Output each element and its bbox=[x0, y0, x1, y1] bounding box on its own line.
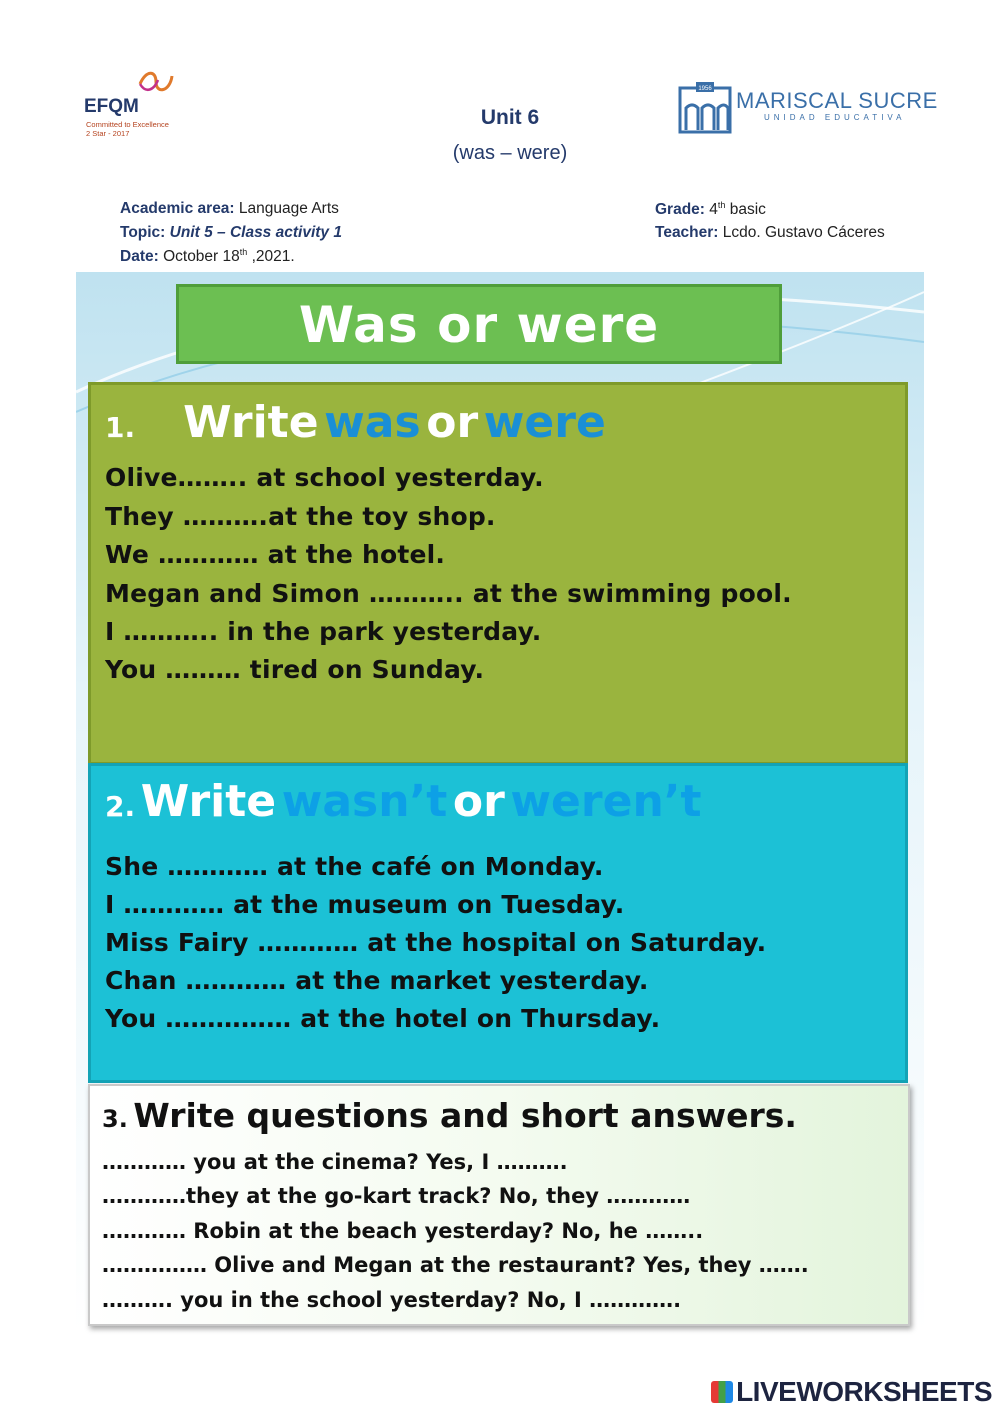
exercise-2-line[interactable]: Miss Fairy ………… at the hospital on Saturday. bbox=[105, 928, 767, 957]
unit-title: Unit 6 bbox=[480, 106, 540, 129]
date-value: October 18 bbox=[163, 248, 240, 266]
section-1-number: 1. bbox=[105, 411, 136, 444]
liveworksheets-text: LIVEWORKSHEETS bbox=[736, 1376, 992, 1407]
heading-or: or bbox=[426, 397, 479, 448]
exercise-2-line[interactable]: She ………… at the café on Monday. bbox=[105, 852, 604, 881]
heading-write: Write bbox=[140, 776, 277, 827]
heading-was: was bbox=[324, 397, 421, 448]
section-2 bbox=[88, 763, 908, 1083]
efqm-name: EFQM bbox=[84, 96, 139, 117]
grade bbox=[655, 200, 766, 219]
exercise-2-line[interactable]: You …………… at the hotel on Thursday. bbox=[105, 1004, 661, 1033]
topic-value: Unit 5 – Class activity 1 bbox=[169, 224, 342, 241]
teacher-value: Lcdo. Gustavo Cáceres bbox=[722, 224, 885, 241]
teacher bbox=[655, 224, 885, 242]
topic bbox=[120, 224, 342, 242]
school-name: MARISCAL SUCRE bbox=[736, 88, 938, 113]
date-sup: th bbox=[239, 247, 248, 257]
exercise-2-line[interactable]: Chan ………… at the market yesterday. bbox=[105, 966, 649, 995]
worksheet-title: Was or were bbox=[298, 296, 660, 354]
section-3-heading bbox=[102, 1096, 797, 1135]
exercise-1-line[interactable]: They ……….at the toy shop. bbox=[105, 502, 496, 531]
section-3-number: 3. bbox=[102, 1105, 128, 1133]
exercise-3-line[interactable]: ………… you at the cinema? Yes, I ………. bbox=[102, 1150, 568, 1174]
teacher-label: Teacher: bbox=[655, 224, 719, 241]
section-2-heading bbox=[105, 776, 702, 827]
academic-area bbox=[120, 200, 339, 218]
heading-were: were bbox=[483, 397, 606, 448]
school-year: 1956 bbox=[698, 86, 712, 92]
section-1-heading bbox=[105, 397, 606, 448]
efqm-tagline: Committed to Excellence bbox=[86, 120, 169, 129]
heading-write: Write bbox=[183, 397, 319, 448]
heading-werent: weren’t bbox=[510, 776, 702, 827]
section-1 bbox=[88, 382, 908, 765]
date-suffix: ,2021. bbox=[247, 248, 295, 266]
school-subtitle: UNIDAD EDUCATIVA bbox=[764, 113, 906, 122]
academic-area-value: Language Arts bbox=[238, 200, 339, 217]
topic-label: Topic: bbox=[120, 224, 166, 241]
exercise-3-line[interactable]: ………. you in the school yesterday? No, I …………. bbox=[102, 1288, 682, 1312]
section-3-title: Write questions and short answers. bbox=[133, 1096, 797, 1135]
exercise-1-line[interactable]: Megan and Simon ……….. at the swimming pool. bbox=[105, 579, 792, 608]
liveworksheets-logo-icon bbox=[711, 1381, 733, 1403]
exercise-1-line[interactable]: We ………… at the hotel. bbox=[105, 540, 446, 569]
exercise-2-line[interactable]: I ………… at the museum on Tuesday. bbox=[105, 890, 625, 919]
exercise-1-line[interactable]: Olive…….. at school yesterday. bbox=[105, 463, 544, 492]
heading-wasnt: wasn’t bbox=[281, 776, 448, 827]
exercise-1-line[interactable]: I ……….. in the park yesterday. bbox=[105, 617, 542, 646]
exercise-3-line[interactable]: …………… Olive and Megan at the restaurant? Yes, they ……. bbox=[102, 1253, 809, 1277]
liveworksheets-brand[interactable] bbox=[711, 1376, 992, 1408]
efqm-stars: 2 Star - 2017 bbox=[86, 129, 130, 138]
exercise-3-line[interactable]: ………… Robin at the beach yesterday? No, he …….. bbox=[102, 1219, 704, 1243]
efqm-loop-icon bbox=[136, 66, 176, 96]
section-2-number: 2. bbox=[105, 790, 136, 823]
exercise-1-line[interactable]: You ……… tired on Sunday. bbox=[105, 655, 485, 684]
grade-label: Grade: bbox=[655, 201, 705, 219]
academic-area-label: Academic area: bbox=[120, 200, 235, 217]
unit-subtitle: (was – were) bbox=[452, 142, 568, 164]
date bbox=[120, 247, 295, 266]
school-building-icon bbox=[678, 80, 734, 134]
worksheet-title-box bbox=[176, 284, 782, 364]
grade-suffix: basic bbox=[725, 201, 766, 219]
heading-or: or bbox=[452, 776, 505, 827]
grade-value: 4 bbox=[709, 201, 718, 219]
date-label: Date: bbox=[120, 248, 159, 266]
exercise-3-line[interactable]: …………they at the go-kart track? No, they ………… bbox=[102, 1184, 691, 1208]
school-logo bbox=[678, 80, 948, 136]
section-3 bbox=[88, 1084, 910, 1326]
grade-sup: th bbox=[717, 200, 726, 210]
